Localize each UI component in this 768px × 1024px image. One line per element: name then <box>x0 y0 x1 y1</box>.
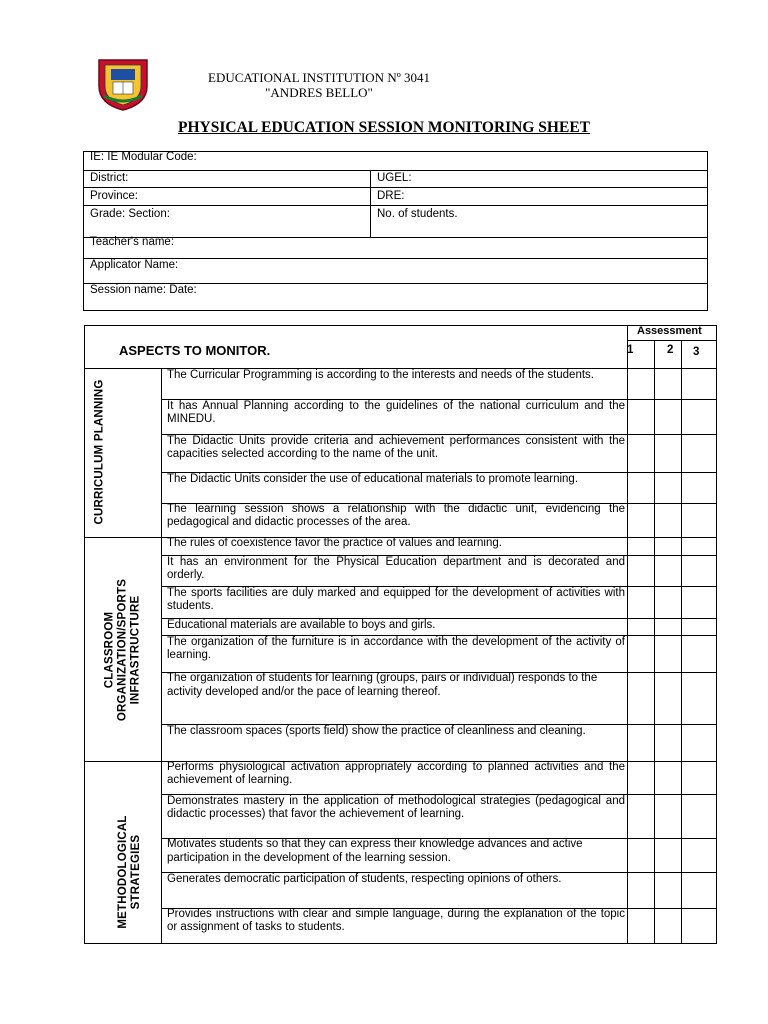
item-method-1: Performs physiological activation appropriately according to planned activities and the achievement of learning. <box>167 761 625 786</box>
item-classroom-7: The classroom spaces (sports field) show the practice of cleanliness and cleaning. <box>167 725 586 737</box>
item-curriculum-4: The Didactic Units consider the use of educational materials to promote learning. <box>167 473 579 485</box>
item-classroom-2: It has an environment for the Physical Education department and is decorated and orderly. <box>167 556 625 581</box>
school-crest-logo <box>96 56 150 112</box>
applicator-name-field: Applicator Name: <box>90 259 179 271</box>
page-title: PHYSICAL EDUCATION SESSION MONITORING SHEET <box>178 119 590 136</box>
group-methodological-strategies: METHODOLOGICAL STRATEGIES <box>117 815 142 929</box>
scale-1: 1 <box>627 344 634 356</box>
aspects-header: ASPECTS TO MONITOR. <box>119 343 271 358</box>
item-curriculum-2: It has Annual Planning according to the guidelines of the national curriculum and the MINEDU. <box>167 400 625 425</box>
ugel-field: UGEL: <box>377 172 412 184</box>
item-curriculum-3: The Didactic Units provide criteria and achievement performances consistent with the capacities selected according to the name of the unit. <box>167 435 625 460</box>
institution-heading <box>208 70 430 100</box>
dre-field: DRE: <box>377 190 405 202</box>
item-classroom-4: Educational materials are available to boys and girls. <box>167 619 436 631</box>
district-field: District: <box>90 172 129 184</box>
group-curriculum-planning: CURRICULUM PLANNING <box>93 379 106 525</box>
item-method-3: Motivates students so that they can express their knowledge advances and active participation in the development of the learning session. <box>167 838 583 864</box>
scale-3: 3 <box>693 346 700 358</box>
session-name-field: Session name: Date: <box>90 284 197 296</box>
item-method-4: Generates democratic participation of students, respecting opinions of others. <box>167 873 562 885</box>
scale-2: 2 <box>667 344 674 356</box>
item-method-5: Provides instructions with clear and simple language, during the explanation of the topic or assignment of tasks to students. <box>167 908 625 933</box>
item-classroom-1: The rules of coexistence favor the practice of values and learning. <box>167 537 502 549</box>
item-classroom-5: The organization of the furniture is in accordance with the development of the activity of learning. <box>167 636 625 661</box>
item-curriculum-1: The Curricular Programming is according to the interests and needs of the students. <box>167 369 594 381</box>
institution-name: EDUCATIONAL INSTITUTION Nº 3041 <box>208 70 430 85</box>
group-classroom-organization: CLASSROOM ORGANIZATION/SPORTS INFRASTRUCTURE <box>103 578 142 722</box>
province-field: Province: <box>90 190 138 202</box>
school-name: "ANDRES BELLO" <box>265 85 373 100</box>
item-classroom-6: The organization of students for learning (groups, pairs or individual) responds to the activity developed and/or the pace of learning thereof. <box>167 672 598 698</box>
item-method-2: Demonstrates mastery in the application of methodological strategies (pedagogical and didactic processes) that favor the achievement of learning. <box>167 795 625 820</box>
item-classroom-3: The sports facilities are duly marked and equipped for the development of activities with students. <box>167 587 625 612</box>
grade-section-field: Grade: Section: <box>90 208 170 220</box>
assessment-header: Assessment <box>637 325 702 337</box>
students-count-field: No. of students. <box>377 208 458 220</box>
item-curriculum-5: The learning session shows a relationship with the didactic unit, evidencing the pedagogical and didactic processes of the area. <box>167 503 625 528</box>
teacher-name-field: Teacher's name: <box>90 236 175 248</box>
modular-code-field: IE: IE Modular Code: <box>90 151 197 163</box>
